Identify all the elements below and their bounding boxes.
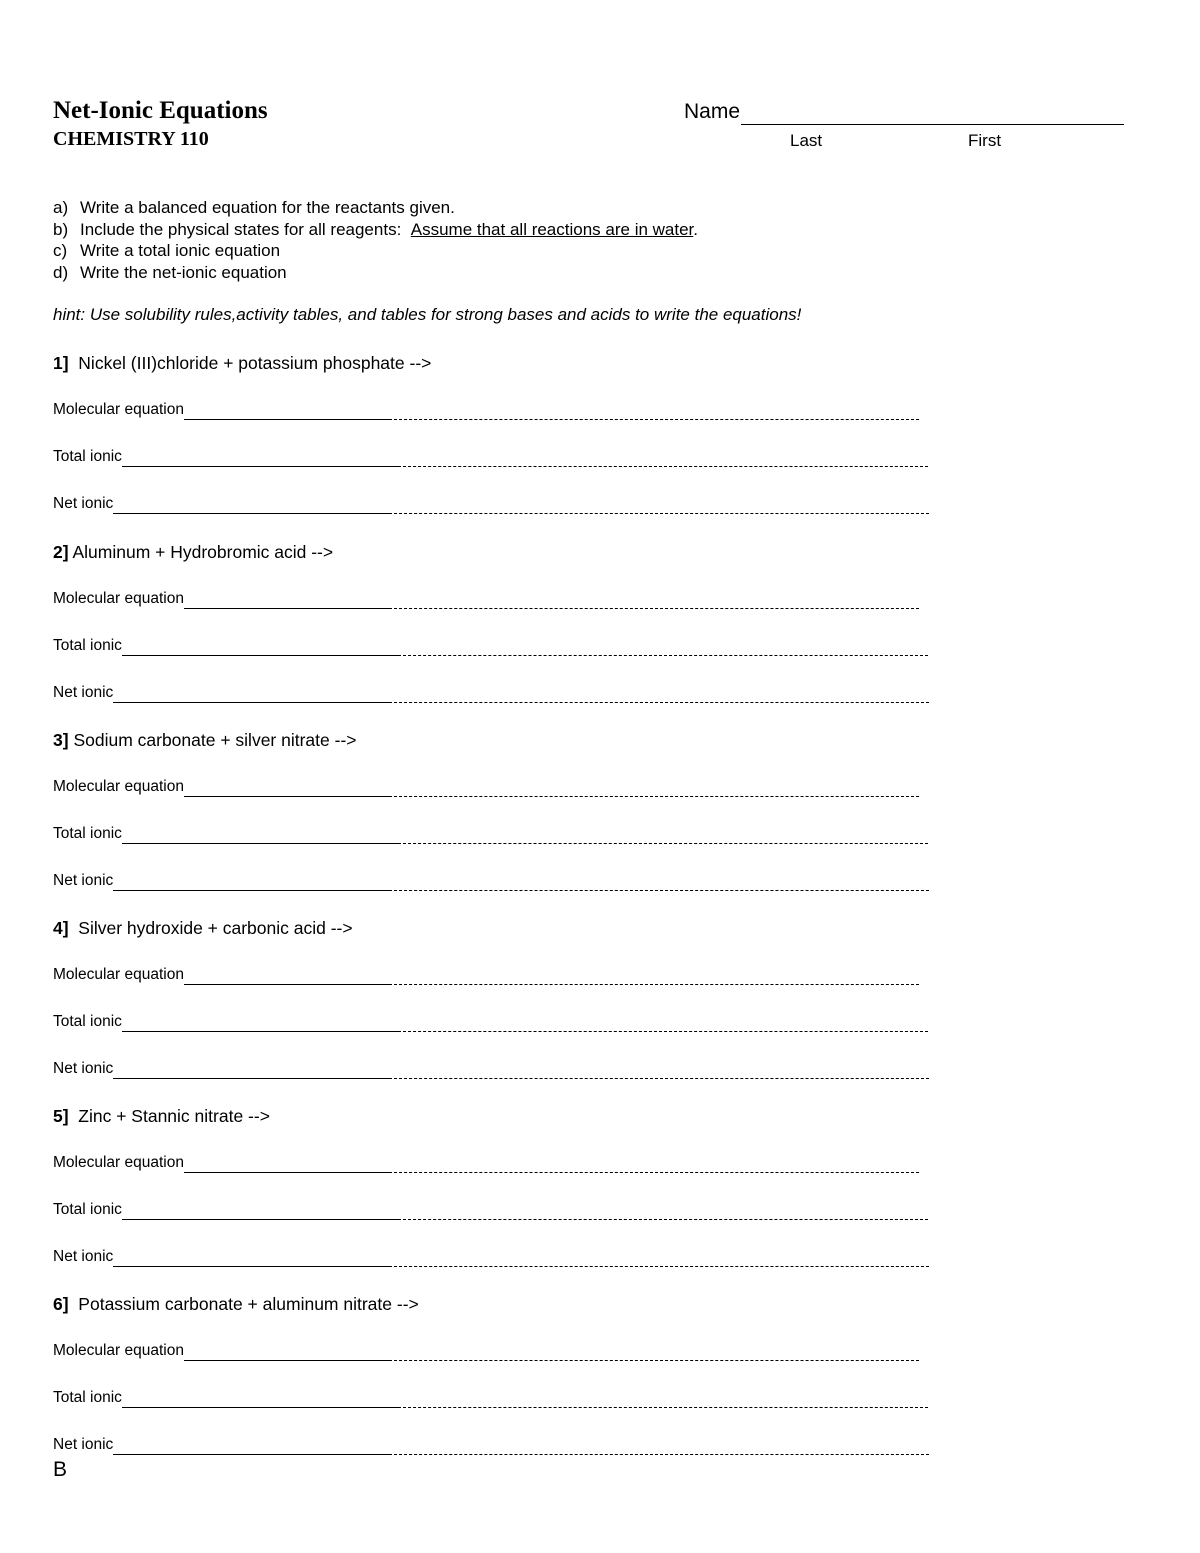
problem-reactants: Aluminum + Hydrobromic acid --> xyxy=(72,542,334,562)
total-ionic-label: Total ionic xyxy=(53,637,122,654)
molecular-label: Molecular equation xyxy=(53,1154,184,1171)
total-ionic-line[interactable] xyxy=(53,447,928,467)
answer-blank[interactable] xyxy=(389,1346,919,1361)
net-ionic-label: Net ionic xyxy=(53,684,114,701)
instruction-mark: d) xyxy=(53,262,69,282)
problem-reactants: Sodium carbonate + silver nitrate --> xyxy=(73,730,357,750)
name-field xyxy=(684,99,1124,125)
answer-blank[interactable] xyxy=(122,1393,398,1408)
molecular-equation-line[interactable] xyxy=(53,400,919,420)
instruction-mark: b) xyxy=(53,219,69,239)
instruction-emphasis: Assume that all reactions are in water xyxy=(410,219,694,239)
answer-blank[interactable] xyxy=(389,782,919,797)
net-ionic-label: Net ionic xyxy=(53,495,114,512)
instruction-mark: c) xyxy=(53,241,68,260)
total-ionic-label: Total ionic xyxy=(53,448,122,465)
molecular-label: Molecular equation xyxy=(53,401,184,418)
total-ionic-label: Total ionic xyxy=(53,1013,122,1030)
molecular-equation-line[interactable] xyxy=(53,1341,919,1361)
instruction-text: Write the net-ionic equation xyxy=(80,262,287,282)
problem-reactants: Nickel (III)chloride + potassium phosphate --> xyxy=(78,353,432,373)
problem-title xyxy=(53,541,333,563)
problem-4 xyxy=(53,917,953,1105)
problem-5 xyxy=(53,1105,953,1293)
problem-number: 1] xyxy=(53,353,69,373)
net-ionic-line[interactable] xyxy=(53,1059,929,1079)
molecular-label: Molecular equation xyxy=(53,778,184,795)
answer-blank[interactable] xyxy=(389,405,919,420)
molecular-label: Molecular equation xyxy=(53,590,184,607)
total-ionic-label: Total ionic xyxy=(53,825,122,842)
molecular-equation-line[interactable] xyxy=(53,965,919,985)
total-ionic-label: Total ionic xyxy=(53,1201,122,1218)
answer-blank[interactable] xyxy=(184,970,389,985)
problem-number: 3] xyxy=(53,730,69,750)
molecular-equation-line[interactable] xyxy=(53,1153,919,1173)
last-name-label: Last xyxy=(790,131,823,150)
net-ionic-label: Net ionic xyxy=(53,1436,114,1453)
problem-reactants: Silver hydroxide + carbonic acid --> xyxy=(78,918,353,938)
instruction-item xyxy=(53,197,698,219)
total-ionic-line[interactable] xyxy=(53,1200,928,1220)
answer-blank[interactable] xyxy=(389,970,919,985)
answer-blank[interactable] xyxy=(184,405,389,420)
answer-blank[interactable] xyxy=(389,499,929,514)
molecular-equation-line[interactable] xyxy=(53,777,919,797)
total-ionic-line[interactable] xyxy=(53,636,928,656)
name-label: Name xyxy=(684,100,741,123)
answer-blank[interactable] xyxy=(122,1205,398,1220)
first-name-label: First xyxy=(968,131,1002,150)
course-name: CHEMISTRY 110 xyxy=(53,128,209,150)
hint-text: hint: Use solubility rules,activity tables, and tables for strong bases and acids to write the equations! xyxy=(53,305,802,324)
answer-blank[interactable] xyxy=(113,499,389,514)
answer-blank[interactable] xyxy=(113,1064,389,1079)
answer-blank[interactable] xyxy=(398,1205,928,1220)
answer-blank[interactable] xyxy=(184,594,389,609)
answer-blank[interactable] xyxy=(398,1393,928,1408)
answer-blank[interactable] xyxy=(122,452,398,467)
answer-blank[interactable] xyxy=(389,1158,919,1173)
net-ionic-line[interactable] xyxy=(53,1247,929,1267)
problem-number: 6] xyxy=(53,1294,69,1314)
problem-number: 4] xyxy=(53,918,69,938)
instruction-list xyxy=(53,197,698,283)
problem-reactants: Potassium carbonate + aluminum nitrate --> xyxy=(78,1294,419,1314)
answer-blank[interactable] xyxy=(389,1440,929,1455)
problem-title xyxy=(53,1293,419,1315)
answer-blank[interactable] xyxy=(389,1064,929,1079)
answer-blank[interactable] xyxy=(184,1346,389,1361)
problem-title xyxy=(53,1105,270,1127)
answer-blank[interactable] xyxy=(122,641,398,656)
instruction-text: Write a balanced equation for the reactants given. xyxy=(80,198,455,217)
answer-blank[interactable] xyxy=(122,1017,398,1032)
net-ionic-label: Net ionic xyxy=(53,1060,114,1077)
instruction-item xyxy=(53,219,698,241)
answer-blank[interactable] xyxy=(113,1440,389,1455)
answer-blank[interactable] xyxy=(398,1017,928,1032)
total-ionic-label: Total ionic xyxy=(53,1389,122,1406)
problem-1 xyxy=(53,352,953,540)
instruction-item xyxy=(53,262,698,284)
answer-blank[interactable] xyxy=(184,1158,389,1173)
total-ionic-line[interactable] xyxy=(53,1388,928,1408)
answer-blank[interactable] xyxy=(389,594,919,609)
problem-6 xyxy=(53,1293,953,1481)
problem-3 xyxy=(53,729,953,917)
net-ionic-label: Net ionic xyxy=(53,872,114,889)
instruction-item xyxy=(53,240,698,262)
problem-title xyxy=(53,917,353,939)
instruction-mark: a) xyxy=(53,198,69,217)
instruction-text: Include the physical states for all reagents: xyxy=(80,219,402,239)
answer-blank[interactable] xyxy=(389,688,929,703)
problem-number: 5] xyxy=(53,1106,69,1126)
net-ionic-label: Net ionic xyxy=(53,1248,114,1265)
net-ionic-line[interactable] xyxy=(53,1435,929,1455)
answer-blank[interactable] xyxy=(389,876,929,891)
molecular-label: Molecular equation xyxy=(53,1342,184,1359)
worksheet-title: Net-Ionic Equations xyxy=(53,97,268,124)
problem-2 xyxy=(53,541,953,729)
problem-title xyxy=(53,729,357,751)
answer-blank[interactable] xyxy=(113,1252,389,1267)
net-ionic-line[interactable] xyxy=(53,871,929,891)
problem-number: 2] xyxy=(53,542,69,562)
net-ionic-line[interactable] xyxy=(53,683,929,703)
answer-blank[interactable] xyxy=(398,641,928,656)
answer-blank[interactable] xyxy=(113,876,389,891)
answer-blank[interactable] xyxy=(184,782,389,797)
instruction-tail: . xyxy=(693,219,699,239)
problem-title xyxy=(53,352,431,374)
problem-reactants: Zinc + Stannic nitrate --> xyxy=(78,1106,270,1126)
total-ionic-line[interactable] xyxy=(53,824,928,844)
answer-blank[interactable] xyxy=(398,829,928,844)
name-blank[interactable] xyxy=(741,102,1124,125)
instruction-text: Write a total ionic equation xyxy=(80,241,281,260)
net-ionic-line[interactable] xyxy=(53,494,929,514)
answer-blank[interactable] xyxy=(122,829,398,844)
total-ionic-line[interactable] xyxy=(53,1012,928,1032)
molecular-label: Molecular equation xyxy=(53,966,184,983)
molecular-equation-line[interactable] xyxy=(53,589,919,609)
answer-blank[interactable] xyxy=(113,688,389,703)
answer-blank[interactable] xyxy=(389,1252,929,1267)
footer-letter: B xyxy=(53,1458,68,1481)
answer-blank[interactable] xyxy=(398,452,928,467)
